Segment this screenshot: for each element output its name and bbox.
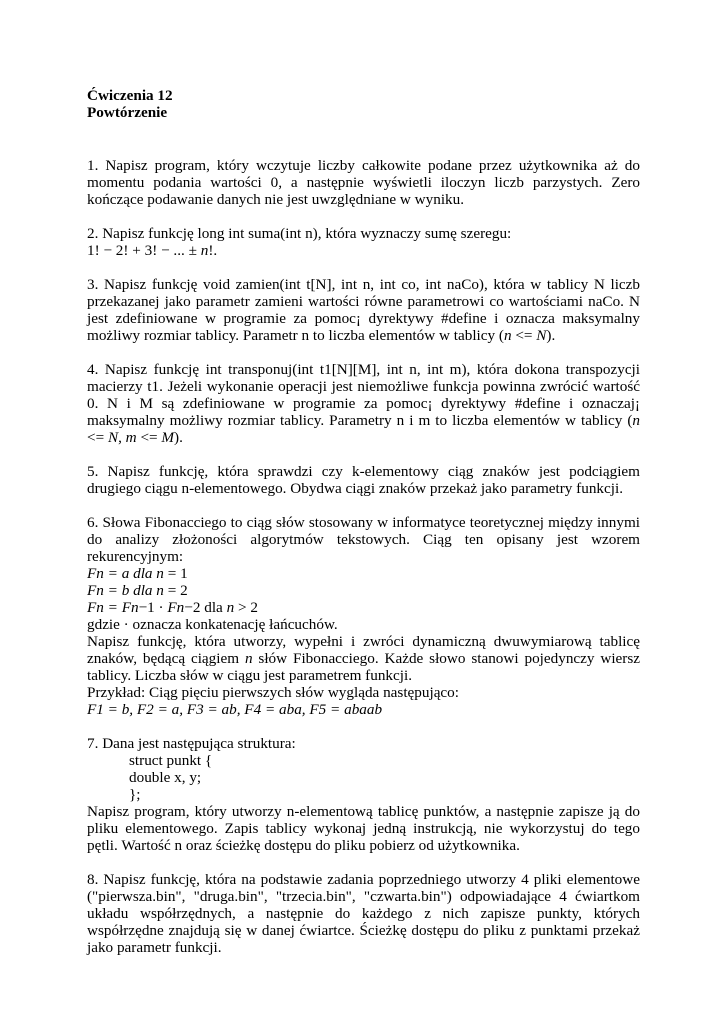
task-1: 1. Napisz program, który wczytuje liczby całkowite podane przez użytkownika aż do momentu podania wartości 0, a następnie wyświetli iloczyn liczb parzystych. Zero kończące podawanie danych nie jest uwzględniane w wyniku. (87, 157, 640, 208)
task-4 (87, 361, 640, 446)
task-2 (87, 225, 640, 259)
task-6-intro: 6. Słowa Fibonacciego to ciąg słów stosowany w informatyce teoretycznej między innymi do analizy złożoności algorytmów tekstowych. Ciąg ten opisany jest wzorem rekurencyjnym: (87, 514, 640, 565)
sep: , (118, 429, 126, 446)
var-M: M (161, 429, 175, 446)
page-title: Ćwiczenia 12 (87, 87, 173, 104)
op: <= (136, 429, 162, 446)
var-N: N (107, 429, 119, 446)
var-n: n (244, 650, 253, 667)
formula-italic: Fn = Fn (87, 599, 139, 616)
task-6-body (87, 633, 640, 684)
formula-italic: Fn (167, 599, 185, 616)
formula-italic: Fn = b dla n (87, 582, 164, 599)
title-block (87, 87, 640, 121)
code-line-2: double x, y; (129, 769, 202, 786)
formula-end: = 2 (163, 582, 188, 599)
formula-part: −1 · (138, 599, 168, 616)
var-m: m (125, 429, 137, 446)
page-subtitle: Powtórzenie (87, 104, 168, 121)
formula-italic: n (226, 599, 235, 616)
formula-end: = 1 (163, 565, 188, 582)
formula-n: n (200, 242, 209, 259)
formula-part: −2 dla (184, 599, 227, 616)
task-7 (87, 735, 640, 854)
fib-formula-2 (87, 582, 640, 599)
var-N: N (536, 327, 547, 344)
body-part: słów Fibonacciego. Każde słowo stanowi pojedynczy wiersz tablicy. Liczba słów w ciągu jest parametrem funkcji. (87, 650, 641, 684)
op: <= (511, 327, 537, 344)
task-3-end: ). (546, 327, 556, 344)
formula-italic: Fn = a dla n (87, 565, 164, 582)
fib-concat-note: gdzie · oznacza konkatenację łańcuchów. (87, 616, 338, 633)
fib-formula-1 (87, 565, 640, 582)
task-7-intro: 7. Dana jest następująca struktura: (87, 735, 296, 752)
task-7-body: Napisz program, który utworzy n-elementową tablicę punktów, a następnie zapisze ją do pliku elementowego. Zapis tablicy wykonaj jedną instrukcją, nie wykorzystuj do tego pętli. Wartość n oraz ścieżkę dostępu do pliku pobierz od użytkownika. (87, 803, 640, 854)
body-part: Napisz funkcję, która utworzy, wypełni i zwróci dynamiczną dwuwymiarową tablicę znaków, będącą ciągiem (87, 633, 640, 667)
task-4-end: ). (174, 429, 183, 446)
var-n: n (632, 412, 640, 429)
task-8: 8. Napisz funkcję, która na podstawie zadania poprzedniego utworzy 4 pliki elementowe ("pierwsza.bin", "druga.bin", "trzecia.bin", "czwarta.bin") odpowiadające 4 ćwiartkom układu współrzędnych, a następnie do każdego z nich zapisze punkty, których współrzędne znajdują się w danej ćwiartce. Ścieżkę dostępu do pliku z punktami przekaż jako parametr funkcji. (87, 871, 640, 956)
fib-example-values (87, 701, 640, 718)
op: <= (87, 429, 108, 446)
task-5: 5. Napisz funkcję, która sprawdzi czy k-elementowy ciąg znaków jest podciągiem drugiego ciągu n-elementowego. Obydwa ciągi znaków przekaż jako parametry funkcji. (87, 463, 640, 497)
task-2-text: 2. Napisz funkcję long int suma(int n), która wyznaczy sumę szeregu: (87, 225, 512, 242)
task-4-text: 4. Napisz funkcję int transponuj(int t1[N][M], int n, int m), która dokona transpozycji macierzy t1. Jeżeli wykonanie operacji jest niemożliwe funkcja powinna zwrócić wartość 0. N i M są zdefiniowane w programie za pomoc¡ dyrektywy #define i oznaczaj¡ maksymalny możliwy rozmiar tablicy. Parametry n i m to liczba elementów w tablicy ( (87, 361, 640, 429)
formula-part: 1! − 2! + 3! − ... ± (87, 242, 201, 259)
code-line-1: struct punkt { (129, 752, 213, 769)
var-n: n (503, 327, 512, 344)
formula-end: !. (208, 242, 218, 259)
formula-italic: F (87, 701, 97, 718)
task-2-formula (87, 242, 640, 259)
fib-example-label: Przykład: Ciąg pięciu pierwszych słów wygląda następująco: (87, 684, 459, 701)
fib-formula-3 (87, 599, 640, 616)
formula-italic: 1 = b, F2 = a, F3 = ab, F4 = aba, F5 = abaab (96, 701, 383, 718)
task-3-text: 3. Napisz funkcję void zamien(int t[N], int n, int co, int naCo), która w tablicy N liczb przekazanej jako parametr zamieni wartości równe parametrowi co wartościami naCo. N jest zdefiniowane w programie za pomoc¡ dyrektywy #define i oznacza maksymalny możliwy rozmiar tablicy. Parametr n to liczba elementów w tablicy ( (87, 276, 640, 344)
formula-part: > 2 (234, 599, 258, 616)
document-page (87, 87, 640, 973)
task-6 (87, 514, 640, 718)
code-line-3: }; (129, 786, 141, 803)
task-3 (87, 276, 640, 344)
